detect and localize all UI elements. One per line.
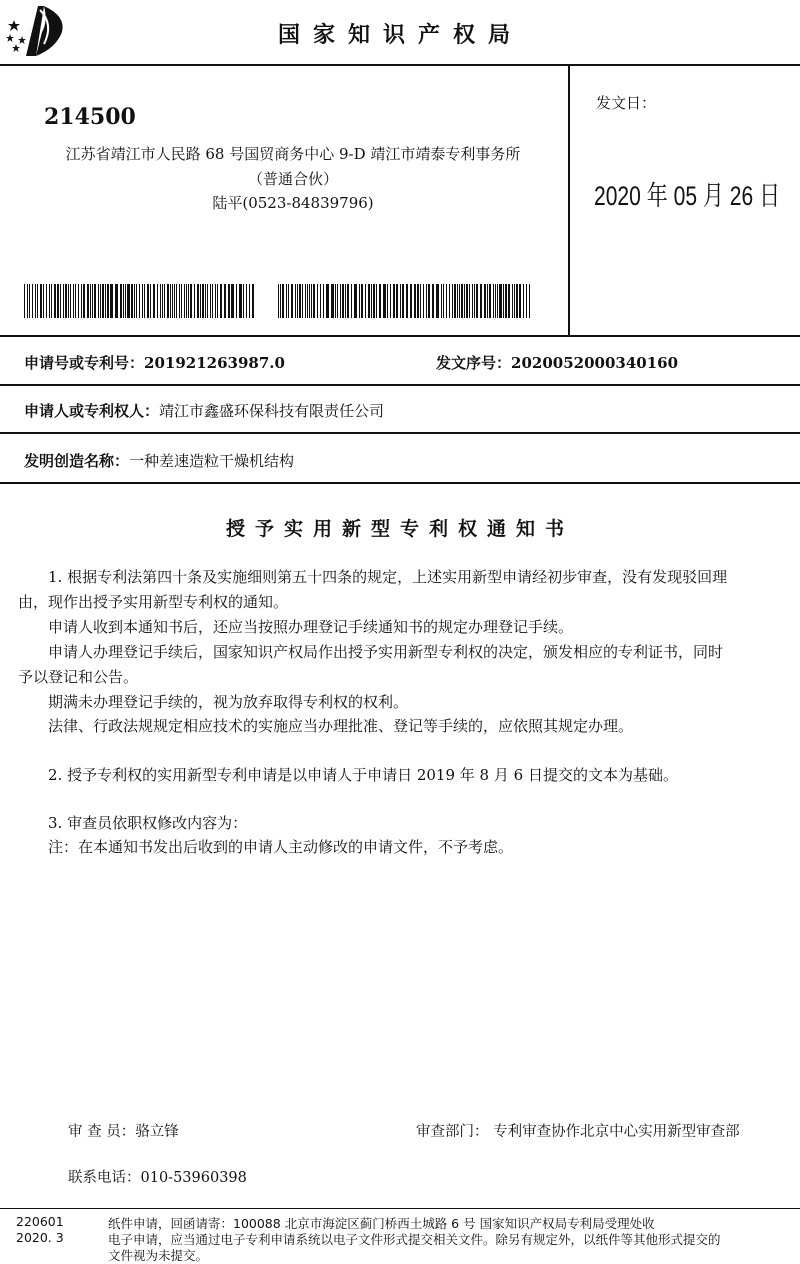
applicant-label: 申请人或专利权人： <box>24 402 160 420</box>
address-line-2: （普通合伙） <box>247 170 338 188</box>
paragraph-1-line-4: 申请人办理登记手续后，国家知识产权局作出授予实用新型专利权的决定，颁发相应的专利证书，同时 <box>48 643 724 661</box>
serial-number-row <box>436 352 678 373</box>
cnipa-emblem-icon <box>4 2 70 58</box>
examiner: 审 查 员：骆立锋 <box>68 1124 179 1140</box>
paragraph-1-line-6: 期满未办理登记手续的，视为放弃取得专利权的权利。 <box>48 693 409 711</box>
recipient-box-bottom <box>0 335 800 337</box>
paragraph-3-line-1: 3. 审查员依职权修改内容为： <box>48 814 248 832</box>
paragraph-1-line-5: 予以登记和公告。 <box>18 668 139 686</box>
header-divider <box>0 64 800 66</box>
dispatch-date: 2020 年 05 月 26 日 <box>594 181 781 211</box>
footer-line-1: 纸件申请，回函请寄：100088 北京市海淀区蓟门桥西土城路 6 号 国家知识产权局专利局受理处收 <box>108 1216 655 1231</box>
address-line-1: 江苏省靖江市人民路 68 号国贸商务中心 9-D 靖江市靖泰专利事务所 <box>65 145 521 163</box>
paragraph-1-line-7: 法律、行政法规规定相应技术的实施应当办理批准、登记等手续的，应依照其规定办理。 <box>48 717 634 735</box>
serial-number: 2020052000340160 <box>511 354 679 372</box>
notice-title: 授予实用新型专利权通知书 <box>225 518 574 540</box>
footer-line-2: 电子申请，应当通过电子专利申请系统以电子文件形式提交相关文件。除另有规定外，以纸件等其他形式提交的 <box>108 1232 721 1247</box>
dispatch-date-label: 发文日： <box>596 94 657 112</box>
field-divider-2 <box>0 432 800 434</box>
paragraph-3-line-2: 注：在本通知书发出后收到的申请人主动修改的申请文件，不予考虑。 <box>48 838 514 856</box>
applicant-row <box>24 400 384 421</box>
application-number-row <box>24 352 285 373</box>
serial-number-label: 发文序号： <box>436 354 512 372</box>
postcode: 214500 <box>44 104 136 130</box>
examination-department: 审查部门： 专利审查协作北京中心实用新型审查部 <box>416 1124 740 1140</box>
office-name: 国家知识产权局 <box>278 23 524 48</box>
invention-name: 一种差速造粒干燥机结构 <box>129 452 295 470</box>
form-version: 2020. 3 <box>16 1230 64 1245</box>
application-number: 201921263987.0 <box>144 354 285 372</box>
contact-phone: 联系电话：010-53960398 <box>68 1170 247 1186</box>
form-code: 220601 <box>16 1214 64 1229</box>
footer-line-3: 文件视为未提交。 <box>108 1248 209 1263</box>
recipient-contact: 陆平(0523-84839796) <box>212 194 374 212</box>
application-number-label: 申请号或专利号： <box>24 354 145 372</box>
field-divider-1 <box>0 384 800 386</box>
paragraph-2: 2. 授予专利权的实用新型专利申请是以申请人于申请日 2019 年 8 月 6 日提交的文本为基础。 <box>48 766 678 784</box>
invention-label: 发明创造名称： <box>24 452 130 470</box>
paragraph-1-line-2: 由，现作出授予实用新型专利权的通知。 <box>18 593 289 611</box>
paragraph-1-line-1: 1. 根据专利法第四十条及实施细则第五十四条的规定，上述实用新型申请经初步审查，没有发现驳回理 <box>48 568 728 586</box>
barcode-left <box>24 284 256 318</box>
barcode-right <box>278 284 532 318</box>
dispatch-box-divider <box>568 64 570 336</box>
applicant-name: 靖江市鑫盛环保科技有限责任公司 <box>159 402 385 420</box>
footer-divider <box>0 1208 800 1209</box>
invention-row <box>24 450 294 471</box>
field-divider-3 <box>0 482 800 484</box>
paragraph-1-line-3: 申请人收到本通知书后，还应当按照办理登记手续通知书的规定办理登记手续。 <box>48 618 574 636</box>
